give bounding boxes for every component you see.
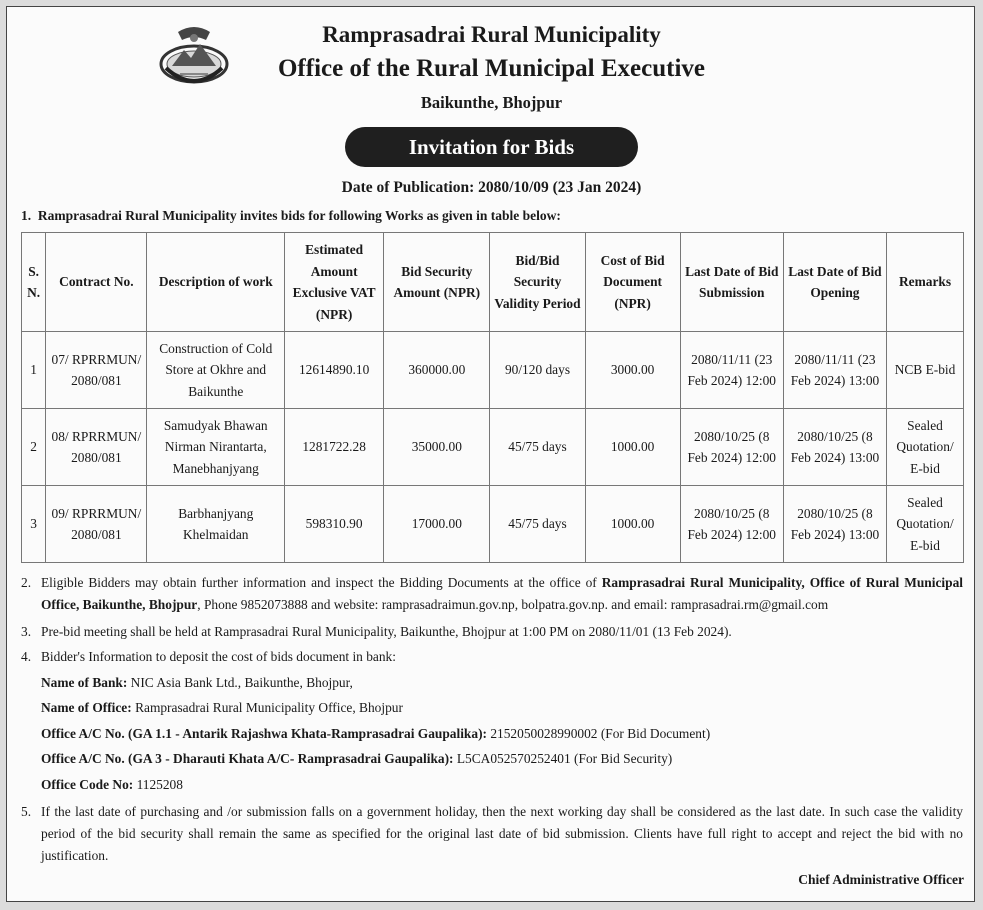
clause-number: 1. (21, 208, 32, 223)
bank-detail-value: 2152050028990002 (For Bid Document) (487, 726, 711, 741)
header-remarks: Remarks (887, 233, 964, 332)
account-security-line (41, 751, 672, 767)
signatory-title: Chief Administrative Officer (798, 872, 964, 887)
clause-text: Pre-bid meeting shall be held at Ramprasadrai Rural Municipality, Baikunthe, Bhojpur at 1:00 PM on 2080/11/01 (13 Feb 2024). (41, 624, 732, 639)
clause-number: 3. (21, 624, 32, 639)
cell-bid-security: 17000.00 (384, 486, 490, 563)
cell-sn: 1 (22, 332, 46, 409)
header-description: Description of work (147, 233, 285, 332)
cell-remarks: Sealed Quotation/ E-bid (887, 486, 964, 563)
cell-opening-date: 2080/11/11 (23 Feb 2024) 13:00 (783, 332, 886, 409)
cell-sn: 2 (22, 409, 46, 486)
clause-text: Ramprasadrai Rural Municipality invites bids for following Works as given in table below: (37, 208, 561, 223)
bank-detail-label: Office Code No: (41, 777, 134, 792)
bank-detail-label: Office A/C No. (GA 3 - Dharauti Khata A/C- Ramprasadrai Gaupalika): (41, 751, 454, 766)
bank-detail-value: L5CA052570252401 (For Bid Security) (453, 751, 673, 766)
cell-opening-date: 2080/10/25 (8 Feb 2024) 13:00 (783, 486, 886, 563)
bank-detail-label: Name of Office: (41, 700, 132, 715)
office-name: Office of the Rural Municipal Executive (277, 55, 705, 82)
bank-name-line (41, 675, 353, 691)
office-address-bold: Ramprasadrai Rural Municipality, Office of Rural Municipal Office, Baikunthe, Bhojpur (41, 575, 963, 612)
clause-number: 4. (21, 649, 32, 664)
bank-detail-value: Ramprasadrai Rural Municipality Office, Bhojpur (131, 700, 403, 715)
office-code-line (41, 777, 183, 793)
cell-estimated-amount: 1281722.28 (285, 409, 384, 486)
publication-date: Date of Publication: 2080/10/09 (23 Jan 2024) (341, 179, 642, 196)
cell-contract-no: 07/ RPRRMUN/ 2080/081 (46, 332, 147, 409)
bank-detail-label: Name of Bank: (41, 675, 128, 690)
cell-opening-date: 2080/10/25 (8 Feb 2024) 13:00 (783, 409, 886, 486)
clause-text-start: Eligible Bidders may obtain further information and inspect the Bidding Documents at the office of (41, 575, 602, 590)
office-address: Baikunthe, Bhojpur (420, 93, 563, 112)
header-estimated-amount: Estimated Amount Exclusive VAT (NPR) (285, 233, 384, 332)
header-contract-no: Contract No. (46, 233, 147, 332)
cell-validity: 45/75 days (490, 409, 585, 486)
clause-2 (21, 572, 964, 616)
table-row (22, 486, 964, 563)
clause-5 (21, 801, 964, 867)
clause-1 (21, 208, 561, 224)
cell-description: Barbhanjyang Khelmaidan (147, 486, 285, 563)
cell-contract-no: 09/ RPRRMUN/ 2080/081 (46, 486, 147, 563)
cell-remarks: NCB E-bid (887, 332, 964, 409)
header-sn: S. N. (22, 233, 46, 332)
bids-table (21, 232, 964, 563)
office-name-line (41, 700, 403, 716)
cell-estimated-amount: 598310.90 (285, 486, 384, 563)
contact-details: , Phone 9852073888 and website: ramprasadraimun.gov.np, bolpatra.gov.np. and email: ramprasadrai.rm@gmail.com (197, 597, 829, 612)
clause-number: 2. (21, 575, 32, 590)
cell-validity: 45/75 days (490, 486, 585, 563)
bank-detail-value: 1125208 (133, 777, 183, 792)
cell-submission-date: 2080/10/25 (8 Feb 2024) 12:00 (680, 409, 783, 486)
header-cost-of-document: Cost of Bid Document (NPR) (585, 233, 680, 332)
clause-text: If the last date of purchasing and /or submission falls on a government holiday, then the next working day shall be considered as the last date. In such case the validity period of the bid security shall remain the same as specified for the original last date of bid submission. Clients have full right to accept and reject the bid with no justification. (41, 804, 963, 863)
clause-3 (21, 621, 964, 643)
table-header-row (22, 233, 964, 332)
municipality-name: Ramprasadrai Rural Municipality (322, 22, 661, 47)
cell-contract-no: 08/ RPRRMUN/ 2080/081 (46, 409, 147, 486)
header-submission-date: Last Date of Bid Submission (680, 233, 783, 332)
bank-detail-value: NIC Asia Bank Ltd., Baikunthe, Bhojpur, (127, 675, 353, 690)
cell-remarks: Sealed Quotation/ E-bid (887, 409, 964, 486)
clause-4 (21, 646, 964, 668)
header-bid-security: Bid Security Amount (NPR) (384, 233, 490, 332)
bank-detail-label: Office A/C No. (GA 1.1 - Antarik Rajashwa Khata-Ramprasadrai Gaupalika): (41, 726, 487, 741)
clause-text (41, 572, 963, 616)
cell-cost-of-document: 1000.00 (585, 486, 680, 563)
account-document-line (41, 726, 710, 742)
cell-bid-security: 35000.00 (384, 409, 490, 486)
table-row (22, 409, 964, 486)
cell-submission-date: 2080/11/11 (23 Feb 2024) 12:00 (680, 332, 783, 409)
header-opening-date: Last Date of Bid Opening (783, 233, 886, 332)
cell-description: Construction of Cold Store at Okhre and Baikunthe (147, 332, 285, 409)
cell-cost-of-document: 1000.00 (585, 409, 680, 486)
table-row (22, 332, 964, 409)
invitation-banner: Invitation for Bids (345, 127, 638, 167)
clause-text: Bidder's Information to deposit the cost of bids document in bank: (41, 649, 396, 664)
cell-cost-of-document: 3000.00 (585, 332, 680, 409)
cell-validity: 90/120 days (490, 332, 585, 409)
cell-description: Samudyak Bhawan Nirman Nirantarta, Manebhanjyang (147, 409, 285, 486)
clause-number: 5. (21, 804, 32, 819)
cell-submission-date: 2080/10/25 (8 Feb 2024) 12:00 (680, 486, 783, 563)
header-validity: Bid/Bid Security Validity Period (490, 233, 585, 332)
cell-bid-security: 360000.00 (384, 332, 490, 409)
cell-estimated-amount: 12614890.10 (285, 332, 384, 409)
cell-sn: 3 (22, 486, 46, 563)
